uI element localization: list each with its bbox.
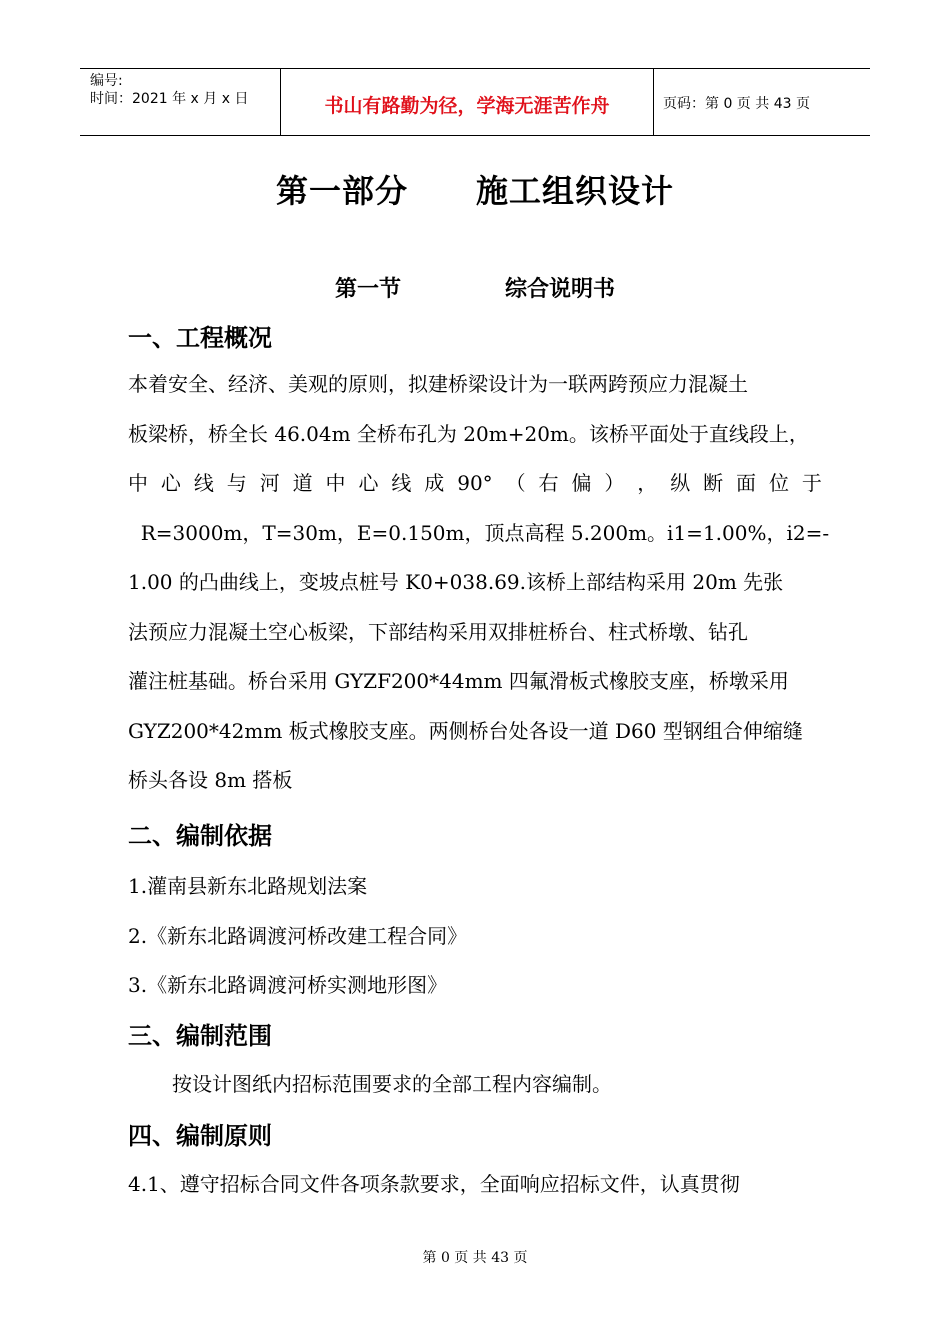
spread-char: 道: [292, 471, 313, 495]
section-number: 第一节: [334, 277, 401, 302]
paragraph-line-spread: [128, 459, 822, 509]
paragraph-line: 本着安全、经济、美观的原则，拟建桥梁设计为一联两跨预应力混凝土: [128, 372, 748, 396]
spread-char: 于: [801, 471, 822, 495]
spread-char: 与: [226, 471, 247, 495]
spread-char: 中: [325, 471, 346, 495]
basis-item: 1.灌南县新东北路规划法案: [128, 874, 368, 898]
spread-char: ，: [637, 471, 658, 495]
paragraph-line: 灌注桩基础。桥台采用 GYZF200*44mm 四氟滑板式橡胶支座，桥墩采用: [128, 669, 789, 693]
spread-char: 心: [358, 471, 379, 495]
document-header: [80, 68, 870, 136]
title-part: 第一部分: [275, 172, 408, 210]
spread-char: 位: [768, 471, 789, 495]
paragraph-line: 桥头各设 8m 搭板: [128, 768, 293, 792]
basis-item: 2.《新东北路调渡河桥改建工程合同》: [128, 924, 468, 948]
spread-char: 线: [391, 471, 412, 495]
title-name: 施工组织设计: [476, 172, 675, 210]
document-title: [0, 166, 950, 212]
spread-char: 中: [128, 471, 148, 495]
number-label: 编号:: [90, 73, 123, 89]
section-name: 综合说明书: [505, 277, 616, 302]
spread-char: 纵: [670, 471, 691, 495]
paragraph-line: 法预应力混凝土空心板梁，下部结构采用双排桩桥台、柱式桥墩、钻孔: [128, 619, 748, 644]
spread-char: 河: [259, 471, 280, 495]
paragraph-line: GYZ200*42mm 板式橡胶支座。两侧桥台处各设一道 D60 型钢组合伸缩缝: [128, 718, 803, 743]
page-footer: 第 0 页 共 43 页: [422, 1250, 528, 1266]
spread-char: （: [505, 471, 526, 495]
heading-principles: 四、编制原则: [128, 1122, 272, 1150]
heading-scope: 三、编制范围: [128, 1022, 272, 1050]
spread-char: 线: [193, 471, 214, 495]
paragraph-line: 1.00 的凸曲线上，变坡点桩号 K0+038.69.该桥上部结构采用 20m 先张: [128, 570, 784, 594]
basis-item: 3.《新东北路调渡河桥实测地形图》: [128, 973, 448, 997]
header-page-info: 页码：第 0 页 共 43 页: [663, 96, 810, 112]
paragraph-line: R=3000m，T=30m，E=0.150m，顶点高程 5.200m。i1=1.00%，i2=-: [128, 520, 830, 545]
spread-char: ）: [604, 471, 625, 495]
header-motto: 书山有路勤为径，学海无涯苦作舟: [281, 69, 654, 135]
spread-char: 偏: [571, 471, 592, 495]
spread-char: 成: [424, 471, 445, 495]
overview-paragraph: [128, 360, 830, 806]
section-title: [0, 272, 950, 303]
principles-text: 4.1、遵守招标合同文件各项条款要求，全面响应招标文件，认真贯彻: [128, 1172, 740, 1196]
header-meta: [80, 69, 281, 135]
heading-basis: 二、编制依据: [128, 822, 272, 850]
spread-char: 90°: [457, 471, 493, 495]
spread-char: 右: [538, 471, 559, 495]
paragraph-line: 板梁桥，桥全长 46.04m 全桥布孔为 20m+20m。该桥平面处于直线段上，: [128, 421, 809, 446]
spread-char: 心: [160, 471, 181, 495]
spread-char: 面: [736, 471, 757, 495]
heading-overview: 一、工程概况: [128, 324, 272, 352]
time-label: 时间：2021 年 x 月 x 日: [90, 91, 249, 107]
scope-text: 按设计图纸内招标范围要求的全部工程内容编制。: [172, 1072, 612, 1096]
spread-char: 断: [703, 471, 724, 495]
